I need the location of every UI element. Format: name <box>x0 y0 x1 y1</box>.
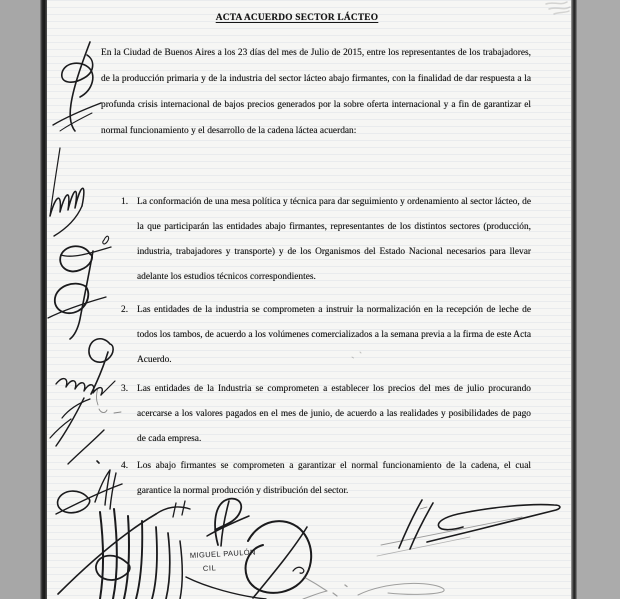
signature-name-label: MIGUEL PAULÓN <box>189 547 257 560</box>
agreement-item-1 <box>121 190 531 290</box>
agreement-item-4 <box>121 454 531 504</box>
item-number: 1. <box>121 197 129 207</box>
signature-org-label: CIL <box>202 563 217 573</box>
item-text: Los abajo firmantes se comprometen a garantizar el normal funcionamiento de la cadena, el cual garantice la normal producción y distribución del sector. <box>137 461 531 496</box>
scan-border-left <box>0 0 40 599</box>
document-title: ACTA ACUERDO SECTOR LÁCTEO <box>215 13 379 23</box>
scan-border-right <box>576 0 620 599</box>
item-number: 3. <box>121 384 129 394</box>
item-text: Las entidades de la industria se comprometen a instruir la normalización en la recepción de leche de todos los tambos, de acuerdo a los volúmenes comercializados a la semana previa a la firma de este Acta Acuerdo. <box>137 305 531 365</box>
item-number: 4. <box>121 461 129 471</box>
page-edge-right <box>570 0 577 599</box>
intro-paragraph: En la Ciudad de Buenos Aires a los 23 días del mes de Julio de 2015, entre los representantes de los trabajadores, de la producción primaria y de la industria del sector lácteo abajo firmantes, con la finalidad de dar respuesta a la profunda crisis internacional de bajos precios generados por la sobre oferta internacional y a fin de garantizar el normal funcionamiento y el desarrollo de la cadena láctea acuerdan: <box>101 48 531 136</box>
agreement-item-3 <box>121 377 531 452</box>
item-text: La conformación de una mesa política y técnica para dar seguimiento y ordenamiento al sector lácteo, de la que participarán las entidades abajo firmantes, representantes de los distintos sectores (producción, industria, trabajadores y transporte) y de los Organismos del Estado Nacional necesarios para llevar adelante los estudios técnicos correspondientes. <box>137 197 531 282</box>
agreement-item-2 <box>121 298 531 373</box>
item-number: 2. <box>121 305 129 315</box>
item-text: Las entidades de la Industria se comprometen a establecer los precios del mes de julio procurando acercarse a los valores pagados en el mes de junio, de acuerdo a las realidades y posibilidades de pago de cada empresa. <box>137 384 531 444</box>
